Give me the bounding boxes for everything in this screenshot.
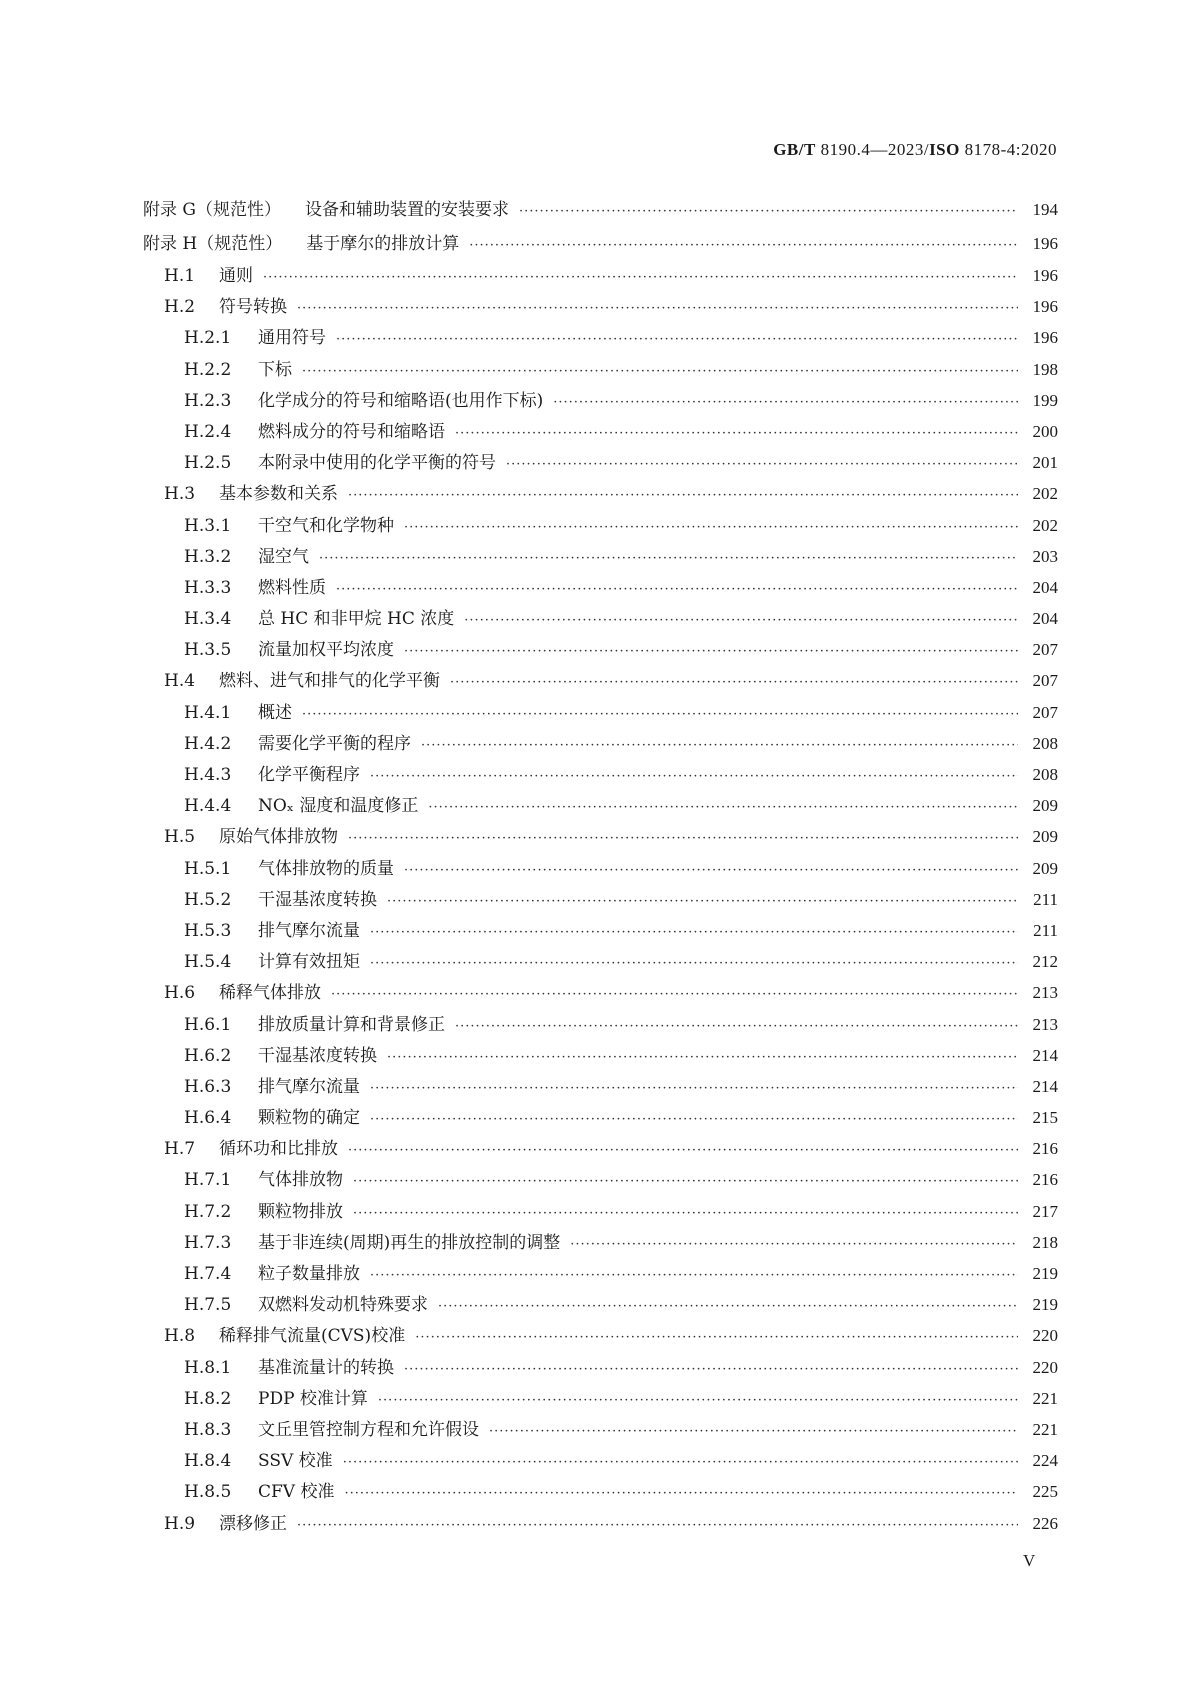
toc-entry-page: 198 (1032, 359, 1058, 379)
toc-entry-page: 216 (1032, 1139, 1058, 1159)
toc-entry-title: 原始气体排放物 (219, 827, 338, 848)
toc-entry-title: 干湿基浓度转换 (258, 889, 377, 910)
toc-entry-number: H.5.2 (184, 889, 232, 910)
toc-entry-page: 213 (1032, 983, 1058, 1003)
dot-leader (455, 1011, 1018, 1042)
toc-entry-title: 符号转换 (219, 297, 287, 318)
toc-entry[interactable] (143, 1133, 1058, 1164)
dot-leader (506, 449, 1018, 480)
toc-entry-page: 214 (1032, 1045, 1058, 1065)
toc-entry-page: 208 (1032, 765, 1058, 784)
toc-entry-title: 下标 (258, 359, 292, 380)
toc-entry-number: H.4.2 (184, 733, 232, 754)
toc-entry[interactable] (143, 1102, 1058, 1133)
toc-entry[interactable] (143, 1164, 1058, 1195)
toc-entry-page: 214 (1032, 1076, 1058, 1096)
toc-entry-number: H.3.1 (184, 515, 232, 536)
toc-entry-title: 稀释排气流量(CVS)校准 (219, 1326, 406, 1347)
toc-entry-page: 204 (1032, 609, 1058, 629)
toc-entry-page: 211 (1033, 920, 1058, 940)
toc-entry-number: H.5.1 (184, 858, 232, 879)
toc-entry-title: 循环功和比排放 (219, 1139, 338, 1160)
toc-entry-title: 气体排放物的质量 (258, 858, 394, 879)
toc-entry-number: H.8.2 (184, 1388, 232, 1409)
toc-entry-title: 基准流量计的转换 (258, 1357, 394, 1378)
toc-entry-page: 204 (1032, 577, 1058, 597)
toc-entry-page: 194 (1032, 200, 1058, 219)
toc-entry-number: H.8.4 (184, 1451, 232, 1472)
toc-entry-page: 211 (1033, 889, 1058, 909)
toc-entry-title: 文丘里管控制方程和允许假设 (258, 1419, 479, 1440)
dot-leader (370, 1104, 1018, 1135)
toc-entry-page: 199 (1032, 390, 1058, 410)
dot-leader (370, 948, 1018, 979)
dot-leader (489, 1416, 1018, 1447)
toc-entry-number: 附录 G（规范性） (143, 200, 281, 220)
toc-entry-page: 215 (1032, 1108, 1058, 1128)
toc-entry[interactable] (143, 853, 1058, 884)
dot-leader (353, 1198, 1018, 1229)
dot-leader (519, 195, 1018, 229)
dot-leader (455, 418, 1018, 449)
toc-entry[interactable] (143, 354, 1058, 385)
dot-leader (370, 917, 1018, 948)
toc-entry-title: 基于摩尔的排放计算 (306, 233, 460, 254)
toc-entry-page: 221 (1032, 1419, 1058, 1439)
toc-entry-number: H.3 (164, 484, 196, 505)
toc-entry[interactable] (143, 478, 1058, 509)
dot-leader (348, 1135, 1018, 1166)
toc-entry-number: H.3.3 (184, 577, 232, 598)
toc-entry-page: 200 (1032, 421, 1058, 441)
toc-entry-number: H.2 (164, 297, 196, 318)
toc-entry-number: H.6 (164, 983, 196, 1004)
toc-entry-title: 基本参数和关系 (219, 484, 338, 505)
dot-leader (263, 262, 1018, 293)
toc-entry-number: H.3.5 (184, 640, 232, 661)
toc-entry-page: 207 (1032, 640, 1058, 660)
toc-entry-title: 稀释气体排放 (219, 983, 321, 1004)
dot-leader (469, 229, 1018, 263)
toc-entry[interactable] (143, 603, 1058, 634)
toc-entry-title: CFV 校准 (258, 1482, 335, 1503)
toc-entry-page: 213 (1032, 1014, 1058, 1034)
toc-entry-page: 196 (1032, 233, 1058, 253)
toc-entry-title: 燃料成分的符号和缩略语 (258, 421, 445, 442)
toc-entry[interactable] (143, 884, 1058, 915)
iso-prefix: ISO (929, 140, 960, 159)
toc-entry-page: 218 (1032, 1232, 1058, 1252)
toc-entry-number: H.3.2 (184, 546, 232, 567)
toc-entry-page: 209 (1032, 827, 1058, 847)
toc-entry-title: 燃料、进气和排气的化学平衡 (219, 671, 440, 692)
toc-entry[interactable] (143, 1508, 1058, 1539)
dot-leader (370, 1260, 1018, 1291)
dot-leader (553, 387, 1018, 418)
toc-entry-title: 化学成分的符号和缩略语(也用作下标) (258, 390, 544, 411)
toc-entry-number: H.5 (164, 827, 196, 848)
toc-entry-number: H.6.4 (184, 1108, 232, 1129)
toc-entry[interactable] (143, 697, 1058, 728)
toc-entry[interactable] (143, 790, 1058, 821)
toc-entry[interactable] (143, 665, 1058, 696)
dot-leader (464, 605, 1018, 636)
toc-entry-page: 212 (1032, 952, 1058, 972)
toc-entry-number: H.7.2 (184, 1201, 232, 1222)
toc-entry[interactable] (143, 1383, 1058, 1414)
toc-entry-title: 化学平衡程序 (258, 765, 360, 785)
dot-leader (404, 512, 1018, 543)
toc-entry[interactable] (143, 291, 1058, 322)
toc-entry[interactable] (143, 385, 1058, 416)
toc-entry-page: 207 (1032, 702, 1058, 722)
toc-entry[interactable] (143, 322, 1058, 353)
toc-entry-page: 226 (1032, 1513, 1058, 1533)
toc-entry-page: 209 (1032, 796, 1058, 816)
toc-entry[interactable] (143, 1196, 1058, 1227)
toc-entry-title: 基于非连续(周期)再生的排放控制的调整 (258, 1232, 561, 1253)
toc-entry[interactable] (143, 977, 1058, 1008)
toc-entry-number: H.2.4 (184, 421, 232, 442)
dot-leader (570, 1229, 1018, 1260)
toc-entry-page: 219 (1032, 1264, 1058, 1283)
toc-entry-page: 225 (1032, 1482, 1058, 1502)
dot-leader (302, 699, 1018, 730)
toc-entry-page: 220 (1032, 1326, 1058, 1346)
toc-entry-page: 202 (1032, 515, 1058, 535)
dot-leader (450, 667, 1018, 698)
toc-entry-number: H.5.4 (184, 952, 232, 973)
dot-leader (336, 574, 1018, 605)
toc-entry-page: 219 (1032, 1295, 1058, 1315)
toc-entry-title: 需要化学平衡的程序 (258, 733, 411, 754)
dot-leader (297, 1510, 1018, 1541)
toc-entry-number: H.7.3 (184, 1232, 232, 1253)
toc-entry[interactable] (143, 1476, 1058, 1507)
toc-entry-page: 208 (1032, 733, 1058, 753)
toc-entry-number: H.2.3 (184, 390, 232, 411)
dot-leader (387, 886, 1018, 917)
toc-entry-page: 207 (1032, 671, 1058, 691)
toc-entry-number: H.8.3 (184, 1419, 232, 1440)
dot-leader (387, 1042, 1018, 1073)
dot-leader (404, 636, 1018, 667)
dot-leader (428, 792, 1018, 823)
toc-entry-page: 203 (1032, 546, 1058, 566)
toc-entry-page: 217 (1032, 1201, 1058, 1221)
toc-entry-number: H.4.4 (184, 796, 232, 817)
toc-entry-number: H.4.1 (184, 702, 232, 723)
toc-entry-number: H.7 (164, 1139, 196, 1160)
toc-entry[interactable] (143, 227, 1058, 261)
toc-entry-number: H.8 (164, 1326, 196, 1347)
dot-leader (378, 1385, 1018, 1416)
toc-entry[interactable] (143, 1258, 1058, 1289)
toc-entry-title: 排气摩尔流量 (258, 920, 360, 941)
toc-entry-number: H.6.3 (184, 1076, 232, 1097)
toc-entry-number: H.7.4 (184, 1264, 232, 1284)
toc-entry-title: 总 HC 和非甲烷 HC 浓度 (258, 609, 455, 630)
toc-entry-title: 颗粒物的确定 (258, 1108, 360, 1129)
toc-entry-page: 201 (1032, 453, 1058, 473)
toc-entry-title: 通用符号 (258, 328, 326, 349)
toc-entry-number: H.7.5 (184, 1295, 232, 1316)
toc-entry-title: 燃料性质 (258, 577, 326, 598)
toc-entry[interactable] (143, 510, 1058, 541)
toc-entry-number: H.6.1 (184, 1014, 232, 1035)
dot-leader (297, 293, 1018, 324)
dot-leader (336, 324, 1018, 355)
toc-entry-title: SSV 校准 (258, 1451, 333, 1472)
toc-entry-number: H.2.1 (184, 328, 232, 349)
toc-entry-title: 设备和辅助装置的安装要求 (304, 200, 509, 220)
toc-entry[interactable] (143, 572, 1058, 603)
toc-entry[interactable] (143, 416, 1058, 447)
toc-entry-title: 计算有效扭矩 (258, 952, 360, 973)
toc-entry-title: 本附录中使用的化学平衡的符号 (258, 453, 496, 474)
dot-leader (404, 855, 1018, 886)
toc-entry-title: NOₓ 湿度和温度修正 (258, 796, 419, 817)
toc-entry-number: H.4.3 (184, 765, 232, 785)
toc-entry-title: 气体排放物 (258, 1170, 343, 1191)
toc-entry-title: 干空气和化学物种 (258, 515, 394, 536)
toc-entry-title: 湿空气 (258, 546, 309, 567)
toc-entry-title: 漂移修正 (219, 1513, 287, 1534)
page-number: V (1023, 1551, 1036, 1570)
toc-entry-number: H.1 (164, 266, 196, 286)
toc-entry-number: H.2.2 (184, 359, 232, 380)
dot-leader (404, 1354, 1018, 1385)
dot-leader (331, 979, 1018, 1010)
toc-entry[interactable] (143, 260, 1058, 291)
toc-entry-number: 附录 H（规范性） (143, 233, 283, 254)
toc-entry-page: 202 (1032, 484, 1058, 504)
dot-leader (343, 1447, 1018, 1478)
toc-entry-title: 通则 (219, 266, 253, 286)
toc-entry[interactable] (143, 1009, 1058, 1040)
toc-entry-title: PDP 校准计算 (258, 1388, 368, 1409)
toc-entry-page: 220 (1032, 1357, 1058, 1377)
toc-entry[interactable] (143, 946, 1058, 977)
dot-leader (319, 543, 1018, 574)
toc-entry-page: 196 (1032, 266, 1058, 285)
toc-entry-title: 流量加权平均浓度 (258, 640, 394, 661)
toc-entry-page: 221 (1032, 1388, 1058, 1408)
dot-leader (370, 1073, 1018, 1104)
standard-number: 8190.4—2023/ (820, 140, 930, 159)
toc-entry-number: H.2.5 (184, 453, 232, 474)
toc-entry[interactable] (143, 193, 1058, 227)
toc-entry[interactable] (143, 1289, 1058, 1320)
toc-entry-page: 224 (1032, 1451, 1058, 1471)
toc-entry[interactable] (143, 1414, 1058, 1445)
toc-entry[interactable] (143, 759, 1058, 790)
standard-prefix: GB/T (773, 140, 816, 159)
dot-leader (438, 1291, 1018, 1322)
toc-entry-number: H.5.3 (184, 920, 232, 941)
toc-entry[interactable] (143, 634, 1058, 665)
toc-entry[interactable] (143, 1071, 1058, 1102)
dot-leader (344, 1478, 1018, 1509)
toc-entry-page: 196 (1032, 297, 1058, 317)
toc-entry-number: H.8.1 (184, 1357, 232, 1378)
toc-entry-number: H.6.2 (184, 1045, 232, 1066)
toc-entry[interactable] (143, 728, 1058, 759)
toc-entry-title: 双燃料发动机特殊要求 (258, 1295, 428, 1316)
document-header (773, 140, 1057, 160)
toc-entry-number: H.7.1 (184, 1170, 232, 1191)
dot-leader (353, 1166, 1018, 1197)
toc-entry[interactable] (143, 915, 1058, 946)
toc-entry[interactable] (143, 821, 1058, 852)
toc-entry-title: 概述 (258, 702, 292, 723)
toc-entry-title: 粒子数量排放 (258, 1264, 360, 1284)
toc-entry[interactable] (143, 1040, 1058, 1071)
toc-entry-title: 干湿基浓度转换 (258, 1045, 377, 1066)
toc-entry[interactable] (143, 1445, 1058, 1476)
dot-leader (302, 356, 1018, 387)
dot-leader (370, 761, 1018, 792)
dot-leader (348, 480, 1018, 511)
dot-leader (415, 1322, 1018, 1353)
toc-entry-number: H.4 (164, 671, 196, 692)
iso-number: 8178-4:2020 (964, 140, 1057, 159)
toc-entry-title: 颗粒物排放 (258, 1201, 343, 1222)
toc-entry-page: 196 (1032, 328, 1058, 348)
toc-entry[interactable] (143, 1352, 1058, 1383)
dot-leader (348, 823, 1018, 854)
toc-entry-title: 排气摩尔流量 (258, 1076, 360, 1097)
toc-entry[interactable] (143, 1320, 1058, 1351)
toc-entry-number: H.8.5 (184, 1482, 232, 1503)
dot-leader (421, 730, 1018, 761)
toc-entry-page: 209 (1032, 858, 1058, 878)
toc-entry[interactable] (143, 1227, 1058, 1258)
toc-entry[interactable] (143, 447, 1058, 478)
toc-entry[interactable] (143, 541, 1058, 572)
toc-entry-title: 排放质量计算和背景修正 (258, 1014, 445, 1035)
table-of-contents (143, 193, 1058, 1539)
toc-entry-page: 216 (1032, 1170, 1058, 1190)
toc-entry-number: H.9 (164, 1513, 196, 1534)
toc-entry-number: H.3.4 (184, 609, 232, 630)
